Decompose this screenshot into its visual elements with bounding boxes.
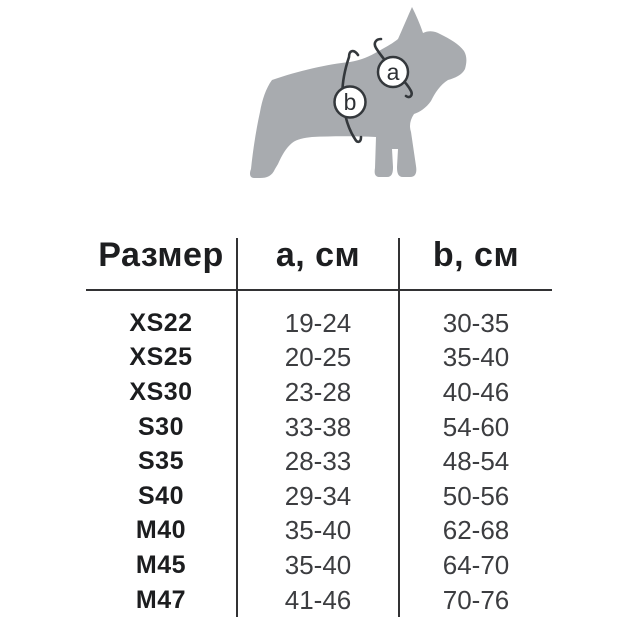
column-header-a: a, см [238,238,398,291]
b-value: 64-70 [442,549,510,580]
a-value: 33-38 [284,411,352,442]
a-value: 35-40 [284,515,352,546]
column-size [86,238,236,617]
a-value: 23-28 [284,376,352,407]
b-value: 48-54 [442,446,510,477]
label-a: a [386,59,400,85]
b-value: 62-68 [442,515,510,546]
a-value: 29-34 [284,480,352,511]
measure-point-a [378,57,408,87]
a-value: 35-40 [284,549,352,580]
size-label: S40 [138,481,184,510]
a-value: 19-24 [284,307,352,338]
size-label: XS30 [129,377,193,406]
size-table [86,238,552,617]
measure-point-b [335,87,366,118]
b-value: 70-76 [442,584,510,615]
column-b-body [400,291,552,617]
size-label: XS25 [129,343,193,372]
size-label: M45 [135,550,187,579]
b-value: 30-35 [442,307,510,338]
column-b [398,238,552,617]
size-label: S35 [138,447,184,476]
column-a-body [238,291,398,617]
column-header-size: Размер [86,238,236,291]
a-value: 20-25 [284,342,352,373]
size-label: XS22 [129,308,193,337]
dog-measurement-figure [240,0,475,190]
column-a [236,238,398,617]
b-value: 40-46 [442,376,510,407]
column-size-body [86,291,236,617]
a-value: 41-46 [284,584,352,615]
column-header-b: b, см [400,238,552,291]
size-label: M40 [135,516,187,545]
b-value: 54-60 [442,411,510,442]
b-value: 35-40 [442,342,510,373]
label-b: b [343,89,357,115]
size-label: S30 [138,412,184,441]
size-label: M47 [135,585,187,614]
a-value: 28-33 [284,446,352,477]
b-value: 50-56 [442,480,510,511]
